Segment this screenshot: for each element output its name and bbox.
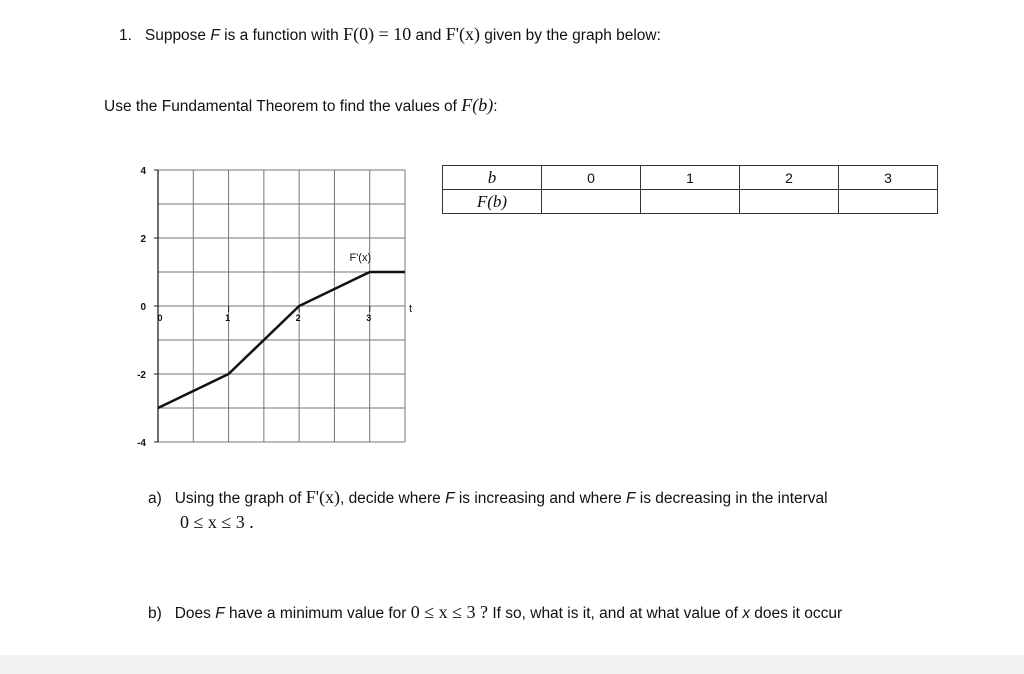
table-cell-fb-3[interactable] [839, 190, 938, 214]
table-header-fb: F(b) [443, 190, 542, 214]
table-cell-fb-2[interactable] [740, 190, 839, 214]
table-col-0: 0 [542, 166, 641, 190]
x-tick-label: 3 [366, 313, 372, 323]
values-table [442, 165, 938, 214]
table-header-b: b [443, 166, 542, 190]
part-b-question: b) Does F have a minimum value for 0 ≤ x ≤ 3 ? If so, what is it, and at what value of x does it occur [148, 602, 843, 622]
derivative-notation: F'(x) [445, 24, 480, 44]
table-col-1: 1 [641, 166, 740, 190]
y-tick-label: 0 [140, 302, 146, 313]
table-cell-fb-0[interactable] [542, 190, 641, 214]
part-a-label: a) [148, 490, 162, 507]
problem-number: 1. [119, 27, 132, 44]
y-tick-label: 2 [140, 234, 146, 245]
table-col-2: 2 [740, 166, 839, 190]
part-b-label: b) [148, 605, 162, 622]
x-tick-label: 2 [295, 313, 301, 323]
table-col-3: 3 [839, 166, 938, 190]
derivative-graph [120, 158, 420, 453]
page-bottom-edge [0, 655, 1024, 674]
y-tick-label: -4 [137, 438, 146, 449]
problem-statement: 1. Suppose F is a function with F(0) = 10 and F'(x) given by the graph below: [119, 24, 661, 44]
part-a-question: a) Using the graph of F'(x), decide where F is increasing and where F is decreasing in the interval [148, 487, 828, 507]
x-tick-label: 1 [225, 313, 231, 323]
initial-condition: F(0) = 10 [343, 24, 412, 44]
part-a-interval: 0 ≤ x ≤ 3 . [180, 512, 254, 532]
curve-label: F'(x) [349, 252, 372, 264]
table-row-fb [443, 190, 938, 214]
x-tick-label: 0 [157, 313, 163, 323]
table-row-b [443, 166, 938, 190]
x-axis-label: t [409, 303, 413, 315]
y-tick-label: 4 [140, 166, 146, 177]
table-cell-fb-1[interactable] [641, 190, 740, 214]
instruction: Use the Fundamental Theorem to find the values of F(b): [104, 95, 498, 115]
y-tick-label: -2 [137, 370, 146, 381]
